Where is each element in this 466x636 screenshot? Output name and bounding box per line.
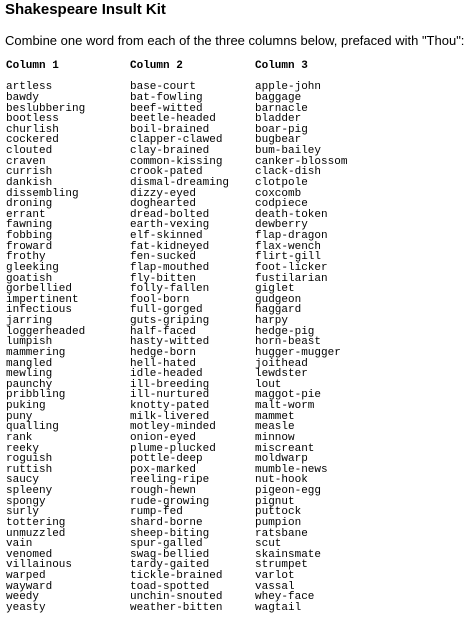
word-column-1: [6, 61, 85, 614]
word-item: venomed: [6, 548, 53, 561]
word-item: folly-fallen: [130, 283, 210, 296]
word-item: fat-kidneyed: [130, 240, 210, 253]
word-item: infectious: [6, 304, 73, 317]
word-item: miscreant: [255, 442, 315, 455]
word-item: pribbling: [6, 389, 66, 402]
word-item: bladder: [255, 113, 302, 126]
word-item: sheep-biting: [130, 527, 210, 540]
word-item: scut: [255, 538, 282, 551]
word-item: reeky: [6, 442, 40, 455]
word-item: pumpion: [255, 516, 302, 529]
word-item: mammering: [6, 346, 66, 359]
word-item: baggage: [255, 91, 302, 104]
word-item: craven: [6, 155, 46, 168]
word-item: roguish: [6, 453, 53, 466]
word-item: joithead: [255, 357, 308, 370]
word-item: lumpish: [6, 336, 53, 349]
word-item: onion-eyed: [130, 431, 197, 444]
word-item: plume-plucked: [130, 442, 216, 455]
word-item: yeasty: [6, 601, 46, 614]
page-title: Shakespeare Insult Kit: [5, 1, 166, 18]
word-item: spongy: [6, 495, 46, 508]
word-list-2: [130, 82, 229, 613]
word-item: weedy: [6, 591, 40, 604]
word-item: pox-marked: [130, 463, 197, 476]
word-item: toad-spotted: [130, 580, 210, 593]
word-item: fustilarian: [255, 272, 328, 285]
word-item: villainous: [6, 559, 73, 572]
word-item: dizzy-eyed: [130, 187, 197, 200]
word-item: nut-hook: [255, 474, 308, 487]
word-item: flirt-gill: [255, 251, 322, 264]
word-item: crook-pated: [130, 166, 203, 179]
word-item: ill-nurtured: [130, 389, 210, 402]
word-item: coxcomb: [255, 187, 302, 200]
word-item: rump-fed: [130, 506, 183, 519]
word-item: hell-hated: [130, 357, 197, 370]
word-item: base-court: [130, 81, 197, 94]
word-item: hedge-born: [130, 346, 197, 359]
word-item: skainsmate: [255, 548, 322, 561]
word-item: saucy: [6, 474, 40, 487]
word-item: flax-wench: [255, 240, 322, 253]
word-item: horn-beast: [255, 336, 322, 349]
word-item: spleeny: [6, 485, 53, 497]
word-item: death-token: [255, 208, 328, 221]
word-item: rough-hewn: [130, 485, 197, 497]
word-item: earth-vexing: [130, 219, 210, 232]
word-item: cockered: [6, 134, 59, 147]
word-item: errant: [6, 208, 46, 221]
word-item: impertinent: [6, 293, 79, 306]
word-item: mumble-news: [255, 463, 328, 476]
word-item: hugger-mugger: [255, 346, 341, 359]
word-item: fen-sucked: [130, 251, 197, 264]
word-item: beetle-headed: [130, 113, 216, 126]
column-header-1: Column 1: [6, 60, 59, 72]
word-item: guts-griping: [130, 315, 210, 327]
word-item: paunchy: [6, 378, 53, 391]
word-item: malt-worm: [255, 400, 315, 412]
word-item: rude-growing: [130, 495, 210, 508]
word-item: loggerheaded: [6, 325, 86, 338]
word-item: fawning: [6, 219, 53, 232]
word-item: dankish: [6, 176, 53, 189]
word-item: half-faced: [130, 325, 197, 338]
word-item: spur-galled: [130, 538, 203, 551]
word-item: tickle-brained: [130, 570, 223, 582]
word-item: dewberry: [255, 219, 308, 232]
word-item: canker-blossom: [255, 155, 348, 168]
word-item: unmuzzled: [6, 527, 66, 540]
word-item: haggard: [255, 304, 302, 317]
word-item: churlish: [6, 123, 59, 136]
word-item: apple-john: [255, 81, 322, 94]
word-item: idle-headed: [130, 368, 203, 381]
word-item: flap-mouthed: [130, 261, 210, 274]
word-item: bootless: [6, 113, 59, 126]
word-list-3: [255, 82, 347, 613]
word-item: beslubbering: [6, 102, 86, 115]
word-item: artless: [6, 81, 53, 94]
word-item: froward: [6, 240, 53, 253]
word-item: weather-bitten: [130, 601, 223, 614]
word-item: shard-borne: [130, 516, 203, 529]
word-item: puny: [6, 410, 33, 423]
word-item: boar-pig: [255, 123, 308, 136]
word-item: moldwarp: [255, 453, 308, 466]
word-item: ruttish: [6, 463, 53, 476]
column-header-2: Column 2: [130, 60, 183, 72]
word-item: barnacle: [255, 102, 308, 115]
word-item: lout: [255, 378, 282, 391]
word-item: elf-skinned: [130, 230, 203, 242]
word-item: vassal: [255, 580, 295, 593]
word-item: tottering: [6, 516, 66, 529]
word-item: strumpet: [255, 559, 308, 572]
word-item: beef-witted: [130, 102, 203, 115]
column-header-3: Column 3: [255, 60, 308, 72]
word-item: maggot-pie: [255, 389, 322, 402]
word-item: ill-breeding: [130, 378, 210, 391]
word-item: doghearted: [130, 198, 197, 211]
word-item: clotpole: [255, 176, 308, 189]
word-item: lewdster: [255, 368, 308, 381]
word-item: qualling: [6, 421, 59, 434]
word-item: jarring: [6, 315, 53, 327]
word-item: rank: [6, 431, 33, 444]
word-item: currish: [6, 166, 53, 179]
word-item: bat-fowling: [130, 91, 203, 104]
word-item: common-kissing: [130, 155, 223, 168]
word-item: clouted: [6, 145, 53, 157]
word-item: fobbing: [6, 230, 53, 242]
word-item: boil-brained: [130, 123, 210, 136]
word-item: wagtail: [255, 601, 302, 614]
word-item: fool-born: [130, 293, 190, 306]
word-item: hasty-witted: [130, 336, 210, 349]
word-item: fly-bitten: [130, 272, 197, 285]
word-item: pignut: [255, 495, 295, 508]
word-item: pigeon-egg: [255, 485, 322, 497]
word-item: clack-dish: [255, 166, 322, 179]
word-item: gorbellied: [6, 283, 73, 296]
word-item: measle: [255, 421, 295, 434]
word-item: mangled: [6, 357, 53, 370]
word-item: bawdy: [6, 91, 40, 104]
word-item: swag-bellied: [130, 548, 210, 561]
word-item: full-gorged: [130, 304, 203, 317]
word-item: puttock: [255, 506, 302, 519]
word-item: dissembling: [6, 187, 79, 200]
word-item: puking: [6, 400, 46, 412]
word-item: milk-livered: [130, 410, 210, 423]
word-column-3: [255, 61, 347, 614]
word-item: gleeking: [6, 261, 59, 274]
word-item: clapper-clawed: [130, 134, 223, 147]
word-item: giglet: [255, 283, 295, 296]
word-item: bugbear: [255, 134, 302, 147]
word-item: codpiece: [255, 198, 308, 211]
word-item: whey-face: [255, 591, 315, 604]
word-item: varlot: [255, 570, 295, 582]
word-item: mammet: [255, 410, 295, 423]
intro-text: Combine one word from each of the three columns below, prefaced with "Thou":: [5, 33, 465, 48]
word-item: tardy-gaited: [130, 559, 210, 572]
word-item: minnow: [255, 431, 295, 444]
word-list-1: [6, 82, 85, 613]
word-item: goatish: [6, 272, 53, 285]
word-item: clay-brained: [130, 145, 210, 157]
word-item: frothy: [6, 251, 46, 264]
word-column-2: [130, 61, 229, 614]
word-item: bum-bailey: [255, 145, 322, 157]
word-item: ratsbane: [255, 527, 308, 540]
word-item: reeling-ripe: [130, 474, 210, 487]
word-item: unchin-snouted: [130, 591, 223, 604]
word-item: droning: [6, 198, 53, 211]
word-item: pottle-deep: [130, 453, 203, 466]
word-item: wayward: [6, 580, 53, 593]
word-item: flap-dragon: [255, 230, 328, 242]
word-item: motley-minded: [130, 421, 216, 434]
word-item: surly: [6, 506, 40, 519]
word-item: dread-bolted: [130, 208, 210, 221]
word-item: hedge-pig: [255, 325, 315, 338]
word-item: harpy: [255, 315, 289, 327]
word-item: vain: [6, 538, 33, 551]
word-item: warped: [6, 570, 46, 582]
word-item: dismal-dreaming: [130, 176, 230, 189]
word-item: foot-licker: [255, 261, 328, 274]
word-item: gudgeon: [255, 293, 302, 306]
word-item: knotty-pated: [130, 400, 210, 412]
word-item: mewling: [6, 368, 53, 381]
